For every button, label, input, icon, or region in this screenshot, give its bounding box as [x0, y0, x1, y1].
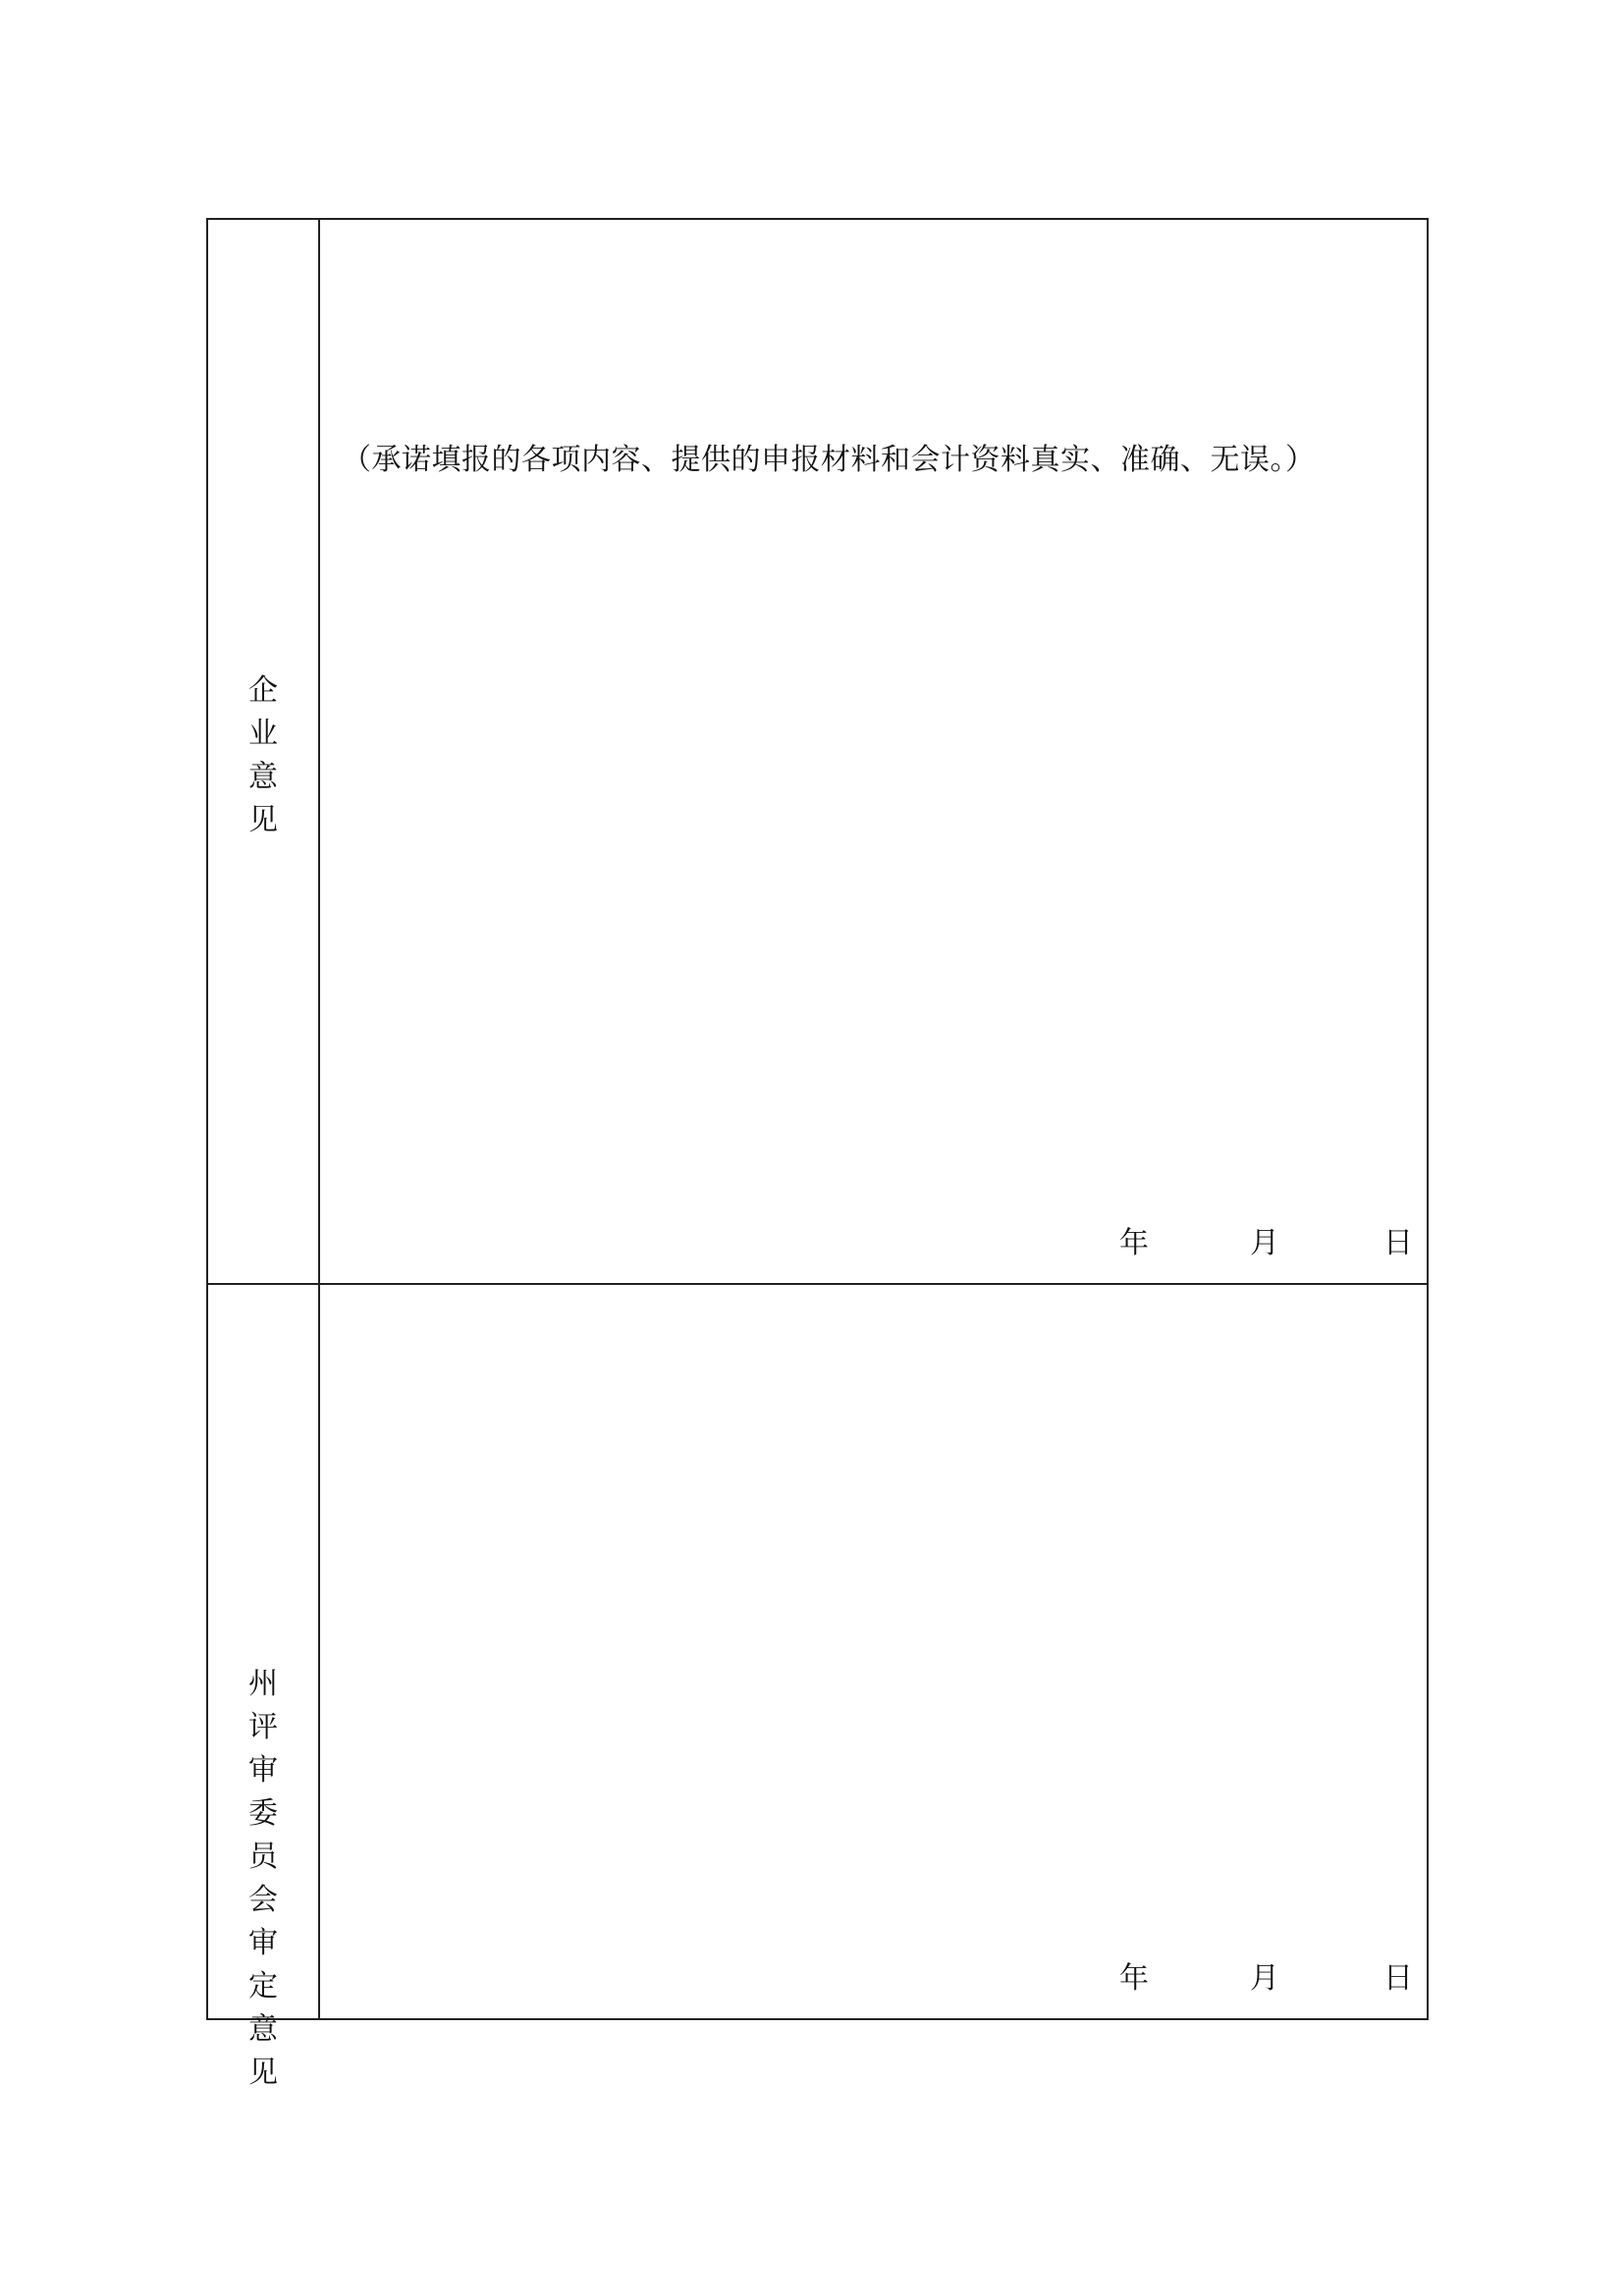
enterprise-opinion-label — [208, 669, 318, 842]
label-char: 委 — [248, 1796, 278, 1831]
date-month-label: 月 — [1250, 1226, 1279, 1260]
label-char: 审 — [248, 1926, 278, 1960]
enterprise-opinion-label-cell — [208, 220, 320, 1283]
label-char: 意 — [248, 760, 278, 794]
label-char: 定 — [248, 1969, 278, 2003]
pledge-note: （承诺填报的各项内容、提供的申报材料和会计资料真实、准确、无误。） — [342, 443, 1316, 477]
label-char: 审 — [248, 1753, 278, 1788]
label-char: 业 — [248, 717, 278, 751]
label-char: 见 — [248, 803, 278, 837]
enterprise-opinion-content-cell[interactable] — [320, 220, 1427, 1283]
date-day-label: 日 — [1383, 1961, 1413, 1996]
enterprise-opinion-row — [208, 220, 1427, 1285]
label-char: 会 — [248, 1883, 278, 1917]
opinion-form-table — [206, 218, 1429, 2090]
committee-opinion-content-cell[interactable] — [320, 1285, 1427, 2018]
committee-opinion-label — [208, 1663, 318, 2095]
label-char: 员 — [248, 1840, 278, 1874]
label-char: 企 — [248, 673, 278, 708]
label-char: 见 — [248, 2056, 278, 2090]
label-char: 州 — [248, 1667, 278, 1701]
committee-opinion-label-cell — [208, 1285, 320, 2090]
label-char: 评 — [248, 1710, 278, 1744]
committee-date-line — [320, 1959, 1427, 1999]
committee-opinion-row — [208, 1285, 1427, 2090]
date-day-label: 日 — [1383, 1226, 1413, 1260]
label-char: 意 — [248, 2012, 278, 2047]
date-year-label: 年 — [1119, 1961, 1149, 1996]
enterprise-date-line — [320, 1224, 1427, 1263]
date-year-label: 年 — [1119, 1226, 1149, 1260]
date-month-label: 月 — [1250, 1961, 1279, 1996]
